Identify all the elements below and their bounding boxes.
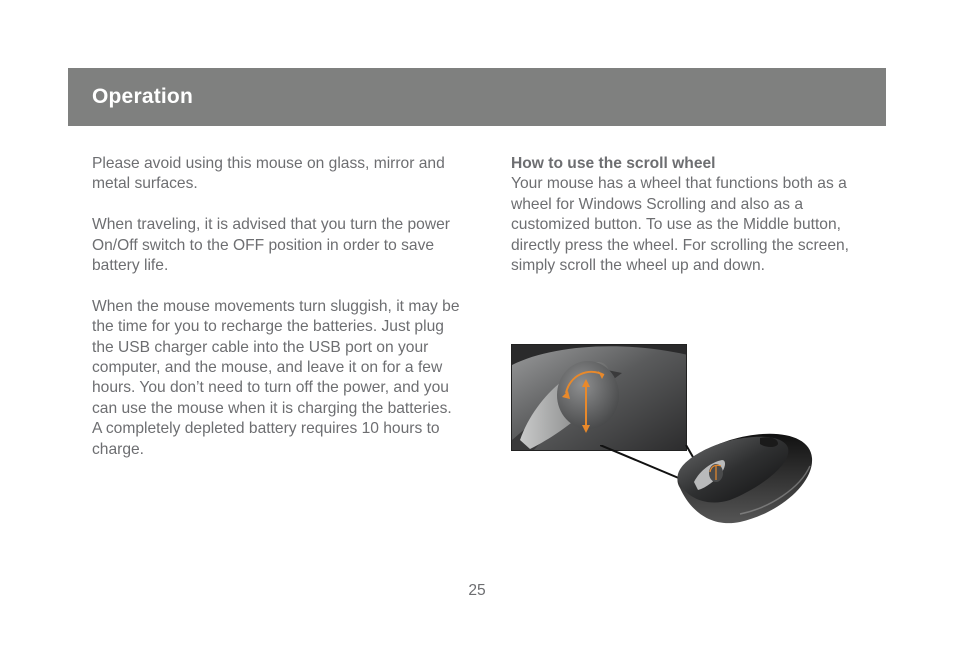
- paragraph-surfaces: Please avoid using this mouse on glass, mirror and metal surfaces.: [92, 155, 445, 193]
- scroll-wheel-body: Your mouse has a wheel that functions both as a wheel for Windows Scrolling and also as a customized button. To use as the Middle button, directly press the wheel. For scrolling the screen, simply scroll the wheel up and down.: [511, 175, 850, 275]
- section-header-bar: [68, 68, 886, 126]
- right-text-column: [511, 154, 871, 276]
- left-text-column: [92, 154, 462, 480]
- paragraph-traveling: When traveling, it is advised that you turn the power On/Off switch to the OFF position in order to save battery life.: [92, 216, 450, 275]
- scroll-wheel-heading: How to use the scroll wheel: [511, 155, 716, 172]
- paragraph-recharge: When the mouse movements turn sluggish, it may be the time for you to recharge the batteries. Just plug the USB charger cable into the USB port on your computer, and the mouse, and leave it on for a few hours. You don’t need to turn off the power, and you can use the mouse when it is charging the batteries. A completely depleted battery requires 10 hours to charge.: [92, 297, 460, 458]
- page-number: 25: [468, 582, 486, 599]
- wireless-mouse-icon: [660, 418, 820, 530]
- section-title: Operation: [92, 85, 193, 108]
